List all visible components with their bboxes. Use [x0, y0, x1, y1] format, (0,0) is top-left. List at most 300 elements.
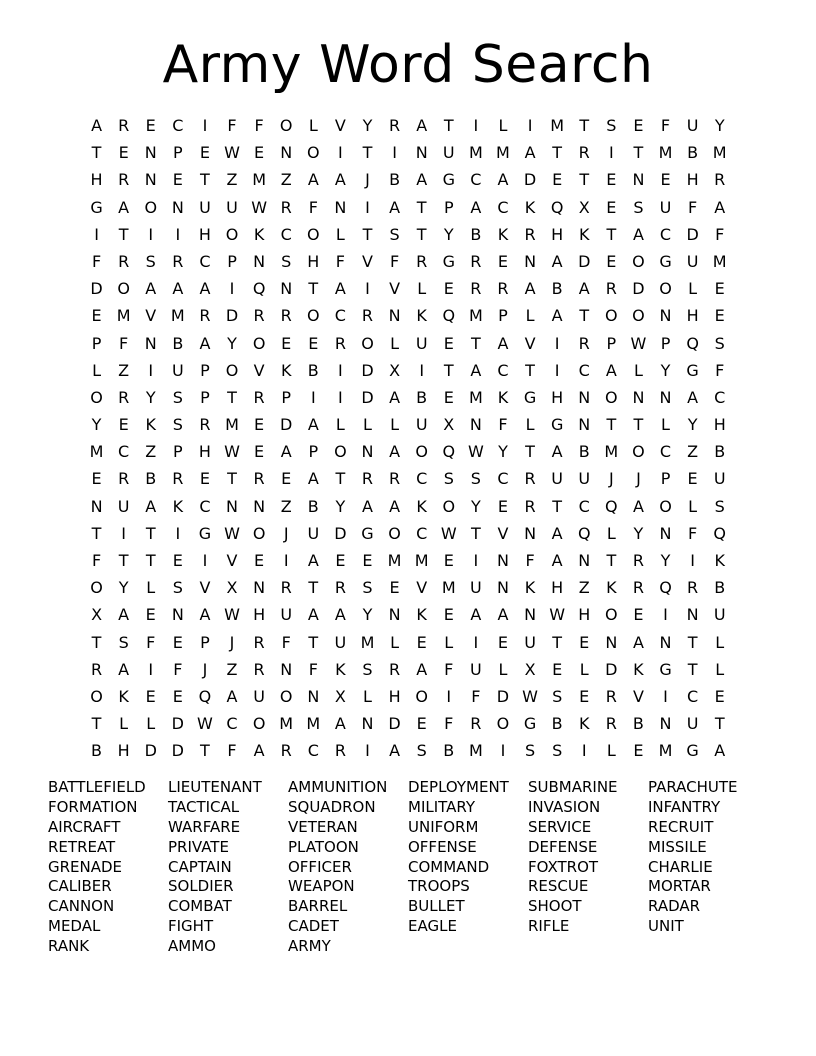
grid-letter: N — [524, 605, 537, 625]
grid-letter: N — [90, 496, 103, 516]
grid-letter: M — [89, 442, 104, 462]
grid-letter: O — [632, 251, 645, 271]
word-list-item: RETREAT — [48, 837, 116, 856]
grid-letter: I — [148, 360, 154, 380]
grid-letter: F — [688, 197, 698, 217]
grid-letter: K — [416, 605, 427, 625]
grid-letter: E — [199, 143, 210, 163]
grid-letter: K — [524, 578, 536, 598]
grid-letter: E — [335, 551, 346, 570]
grid-letter: U — [686, 251, 699, 271]
grid-letter: U — [253, 686, 265, 706]
grid-letter: Z — [280, 170, 292, 190]
grid-letter: Z — [226, 170, 238, 190]
word-list-item: DEPLOYMENT — [408, 778, 509, 796]
grid-letter: H — [551, 387, 564, 407]
grid-letter: L — [390, 632, 400, 652]
grid-letter: W — [549, 605, 566, 625]
grid-letter: A — [416, 116, 428, 135]
grid-letter: R — [334, 741, 346, 761]
grid-letter: E — [91, 469, 102, 489]
grid-letter: A — [551, 442, 563, 462]
grid-letter: A — [605, 360, 617, 380]
grid-letter: N — [280, 279, 293, 299]
grid-letter: I — [148, 224, 154, 244]
grid-letter: L — [579, 659, 589, 679]
grid-letter: L — [146, 714, 156, 734]
grid-letter: R — [605, 279, 617, 299]
grid-letter: R — [90, 659, 103, 679]
grid-letter: V — [632, 686, 644, 706]
grid-letter: E — [443, 333, 454, 353]
grid-letter: D — [225, 306, 239, 326]
grid-letter: C — [416, 523, 428, 543]
grid-letter: M — [712, 251, 727, 271]
grid-letter: N — [632, 170, 645, 190]
grid-letter: A — [199, 279, 211, 299]
grid-letter: R — [199, 415, 211, 435]
grid-letter: L — [525, 415, 535, 435]
grid-letter: Y — [687, 415, 698, 435]
grid-letter: Y — [362, 605, 373, 625]
grid-letter: C — [497, 197, 509, 217]
grid-letter: E — [118, 143, 129, 163]
grid-letter: A — [470, 197, 482, 217]
grid-letter: H — [551, 578, 564, 598]
word-list-item: UNIT — [648, 917, 684, 936]
grid-letter: T — [687, 659, 698, 679]
grid-letter: U — [280, 605, 293, 625]
grid-letter: W — [630, 333, 647, 353]
grid-letter: R — [524, 469, 536, 489]
grid-letter: W — [224, 143, 240, 163]
word-list-item: AMMUNITION — [288, 778, 388, 796]
grid-letter: N — [226, 496, 238, 516]
grid-letter: A — [551, 251, 563, 271]
grid-letter: I — [338, 387, 343, 407]
grid-letter: M — [468, 143, 483, 163]
word-list-item: MEDAL — [48, 917, 101, 936]
grid-letter: T — [552, 143, 563, 163]
grid-letter: V — [226, 551, 238, 570]
grid-letter: E — [254, 415, 265, 435]
grid-letter: N — [253, 251, 266, 271]
grid-letter: N — [388, 605, 401, 625]
grid-letter: C — [578, 360, 590, 380]
grid-letter: F — [525, 551, 535, 570]
grid-letter: P — [173, 442, 183, 462]
grid-letter: M — [496, 143, 510, 163]
grid-letter: A — [334, 170, 346, 190]
letter-grid — [83, 112, 733, 765]
grid-letter: D — [388, 714, 401, 734]
grid-letter: E — [172, 170, 183, 190]
grid-letter: E — [552, 659, 563, 679]
grid-letter: F — [91, 551, 102, 570]
grid-letter: N — [280, 143, 293, 163]
grid-letter: L — [119, 714, 129, 734]
grid-letter: I — [202, 551, 208, 570]
grid-letter: D — [686, 224, 699, 244]
grid-letter: T — [443, 116, 454, 135]
grid-letter: B — [443, 741, 455, 761]
grid-letter: H — [198, 224, 211, 244]
grid-letter: C — [199, 251, 211, 271]
grid-letter: E — [362, 551, 373, 570]
grid-letter: I — [473, 632, 479, 652]
grid-letter: Y — [118, 578, 129, 598]
grid-letter: I — [581, 741, 587, 761]
grid-letter: O — [279, 116, 293, 135]
grid-letter: O — [605, 605, 618, 625]
grid-letter: E — [443, 387, 454, 407]
grid-letter: L — [335, 224, 345, 244]
grid-letter: I — [148, 659, 154, 679]
grid-letter: X — [443, 415, 455, 435]
grid-letter: R — [334, 333, 346, 353]
grid-letter: E — [254, 551, 265, 570]
grid-letter: F — [227, 741, 237, 761]
grid-letter: E — [145, 605, 156, 625]
grid-letter: G — [442, 251, 455, 271]
grid-letter: I — [663, 605, 668, 625]
grid-letter: W — [440, 523, 457, 543]
grid-letter: I — [446, 686, 452, 706]
grid-letter: K — [578, 714, 590, 734]
grid-letter: N — [253, 578, 266, 598]
grid-letter: L — [363, 686, 372, 706]
grid-letter: A — [389, 387, 401, 407]
word-list-item: WARFARE — [168, 817, 241, 836]
grid-letter: J — [608, 469, 614, 489]
grid-letter: T — [145, 551, 156, 570]
grid-letter: I — [365, 197, 370, 217]
word-list-item: FIGHT — [168, 917, 214, 936]
grid-letter: T — [362, 224, 373, 244]
grid-letter: M — [306, 714, 321, 734]
grid-letter: P — [227, 251, 237, 271]
grid-letter: T — [633, 143, 644, 163]
grid-letter: K — [524, 197, 536, 217]
grid-letter: T — [525, 360, 535, 380]
word-list-item: MILITARY — [408, 797, 476, 816]
grid-letter: O — [252, 714, 266, 734]
grid-letter: L — [606, 523, 616, 543]
grid-letter: E — [172, 551, 183, 570]
grid-letter: R — [714, 170, 726, 190]
grid-letter: R — [253, 387, 265, 407]
grid-letter: K — [497, 224, 509, 244]
grid-letter: K — [253, 224, 265, 244]
grid-letter: A — [687, 387, 699, 407]
grid-letter: V — [524, 333, 536, 353]
grid-letter: R — [416, 251, 428, 271]
grid-letter: F — [254, 116, 264, 135]
grid-letter: F — [308, 197, 318, 217]
grid-letter: G — [198, 523, 212, 543]
grid-letter: Q — [442, 442, 456, 462]
word-list-item: DEFENSE — [528, 837, 598, 856]
grid-letter: N — [605, 632, 618, 652]
grid-letter: R — [280, 578, 292, 598]
grid-letter: I — [202, 116, 208, 135]
word-list-item: CAPTAIN — [168, 857, 232, 876]
grid-letter: R — [280, 306, 292, 326]
grid-letter: A — [551, 551, 563, 570]
grid-letter: E — [443, 605, 454, 625]
grid-letter: R — [470, 714, 482, 734]
grid-letter: V — [416, 578, 428, 598]
grid-letter: K — [714, 551, 725, 570]
grid-letter: O — [144, 197, 158, 217]
grid-letter: A — [118, 605, 130, 625]
grid-letter: S — [362, 578, 373, 598]
grid-letter: A — [389, 442, 401, 462]
grid-letter: F — [146, 632, 156, 652]
grid-letter: K — [280, 360, 292, 380]
grid-letter: C — [470, 170, 482, 190]
grid-letter: E — [714, 306, 725, 326]
grid-letter: E — [145, 116, 156, 135]
grid-letter: M — [468, 387, 483, 407]
grid-letter: M — [468, 741, 483, 761]
grid-letter: A — [199, 333, 211, 353]
word-list-item: UNIFORM — [408, 817, 479, 836]
grid-letter: N — [144, 170, 157, 190]
grid-letter: F — [715, 224, 725, 244]
grid-letter: L — [390, 415, 400, 435]
grid-letter: H — [307, 251, 320, 271]
grid-letter: K — [578, 224, 590, 244]
grid-letter: A — [307, 170, 319, 190]
grid-letter: E — [714, 279, 725, 299]
grid-letter: P — [200, 360, 210, 380]
grid-letter: I — [419, 360, 425, 380]
grid-letter: A — [632, 496, 644, 516]
grid-letter: A — [389, 741, 401, 761]
word-list-item: SQUADRON — [288, 797, 376, 816]
grid-letter: A — [632, 224, 644, 244]
grid-letter: C — [280, 224, 292, 244]
grid-letter: P — [443, 197, 454, 217]
grid-letter: A — [416, 170, 428, 190]
grid-letter: R — [361, 469, 374, 489]
grid-letter: A — [714, 741, 726, 761]
grid-letter: A — [280, 442, 292, 462]
grid-letter: S — [552, 741, 563, 761]
grid-letter: N — [524, 523, 537, 543]
grid-letter: X — [334, 686, 346, 706]
word-list-item: PLATOON — [288, 837, 359, 856]
grid-letter: U — [334, 632, 347, 652]
grid-letter: A — [714, 197, 726, 217]
grid-letter: I — [121, 523, 126, 543]
grid-letter: M — [658, 143, 673, 163]
grid-letter: M — [550, 116, 565, 135]
grid-letter: V — [253, 360, 265, 380]
grid-letter: I — [554, 333, 560, 353]
grid-letter: A — [470, 360, 482, 380]
grid-letter: N — [388, 306, 401, 326]
grid-letter: F — [444, 714, 454, 734]
grid-letter: Y — [470, 496, 481, 516]
grid-letter: C — [172, 116, 184, 135]
grid-letter: T — [227, 387, 237, 407]
grid-letter: S — [552, 686, 563, 706]
grid-letter: R — [389, 116, 401, 135]
grid-letter: L — [661, 415, 670, 435]
grid-letter: R — [118, 170, 130, 190]
grid-letter: U — [199, 197, 211, 217]
grid-letter: F — [91, 251, 102, 271]
grid-letter: T — [227, 469, 237, 489]
grid-letter: E — [281, 469, 292, 489]
grid-letter: R — [578, 143, 590, 163]
grid-letter: Q — [252, 279, 266, 299]
grid-letter: D — [334, 523, 347, 543]
grid-letter: S — [416, 741, 427, 761]
grid-letter: E — [145, 686, 156, 706]
grid-letter: O — [632, 306, 645, 326]
grid-letter: N — [496, 551, 509, 570]
word-list-item: SERVICE — [528, 817, 592, 836]
grid-letter: F — [444, 659, 454, 679]
grid-letter: D — [361, 360, 374, 380]
grid-letter: A — [145, 279, 157, 299]
grid-letter: P — [660, 333, 671, 353]
grid-letter: A — [389, 197, 401, 217]
grid-letter: R — [578, 333, 590, 353]
grid-letter: N — [578, 387, 591, 407]
grid-letter: K — [172, 496, 184, 516]
grid-letter: O — [252, 523, 266, 543]
grid-letter: A — [145, 496, 157, 516]
grid-letter: N — [659, 714, 672, 734]
grid-letter: K — [416, 306, 427, 326]
grid-letter: D — [90, 279, 103, 299]
word-list-item: BATTLEFIELD — [48, 778, 146, 796]
grid-letter: R — [199, 306, 211, 326]
grid-letter: B — [145, 469, 157, 489]
grid-letter: T — [525, 442, 535, 462]
grid-letter: U — [578, 469, 591, 489]
grid-letter: O — [632, 442, 645, 462]
grid-letter: M — [658, 741, 673, 761]
grid-letter: F — [227, 116, 237, 135]
grid-letter: Q — [442, 306, 456, 326]
grid-letter: E — [633, 605, 644, 625]
grid-letter: L — [688, 496, 698, 516]
grid-letter: G — [523, 387, 537, 407]
grid-letter: T — [200, 170, 210, 190]
grid-letter: G — [686, 360, 699, 380]
grid-letter: T — [606, 415, 617, 435]
word-list-item: VETERAN — [288, 817, 358, 836]
word-list-item: AMMO — [168, 937, 216, 956]
grid-letter: Q — [686, 333, 699, 353]
grid-letter: U — [659, 197, 672, 217]
word-list-item: ARMY — [288, 937, 331, 956]
grid-letter: A — [307, 551, 319, 570]
word-list-item: BULLET — [408, 897, 465, 916]
grid-letter: L — [498, 116, 508, 135]
grid-letter: H — [253, 605, 266, 625]
grid-letter: K — [335, 659, 346, 679]
grid-letter: L — [308, 116, 318, 135]
grid-letter: U — [524, 632, 536, 652]
grid-letter: R — [632, 551, 644, 570]
grid-letter: O — [496, 714, 510, 734]
grid-letter: I — [608, 143, 614, 163]
word-list-item: LIEUTENANT — [168, 778, 262, 796]
grid-letter: E — [687, 469, 698, 489]
word-list-item: CALIBER — [48, 877, 112, 896]
grid-letter: B — [91, 741, 103, 761]
grid-letter: E — [633, 116, 644, 135]
grid-letter: S — [606, 116, 617, 135]
grid-letter: T — [416, 224, 427, 244]
grid-letter: U — [307, 523, 320, 543]
grid-letter: O — [334, 442, 347, 462]
grid-letter: A — [524, 143, 536, 163]
grid-letter: P — [498, 306, 508, 326]
grid-letter: A — [307, 415, 319, 435]
grid-letter: Y — [227, 333, 237, 353]
grid-letter: V — [145, 306, 157, 326]
grid-letter: L — [335, 415, 345, 435]
grid-letter: A — [334, 605, 346, 625]
grid-letter: J — [636, 469, 641, 489]
grid-letter: M — [360, 632, 375, 652]
grid-letter: U — [226, 197, 238, 217]
grid-letter: S — [145, 251, 156, 271]
grid-letter: P — [660, 469, 671, 489]
grid-letter: R — [172, 251, 184, 271]
grid-letter: T — [714, 714, 725, 734]
word-list-item: SUBMARINE — [528, 778, 618, 796]
grid-letter: L — [498, 659, 508, 679]
grid-letter: W — [224, 523, 240, 543]
grid-letter: A — [334, 279, 346, 299]
grid-letter: T — [91, 714, 102, 734]
grid-letter: R — [470, 251, 482, 271]
grid-letter: Z — [687, 442, 699, 462]
word-list-item: EAGLE — [408, 917, 457, 936]
grid-letter: I — [338, 143, 343, 163]
grid-letter: C — [659, 224, 672, 244]
grid-letter: X — [578, 197, 590, 217]
grid-letter: M — [387, 551, 402, 570]
grid-letter: S — [714, 496, 725, 516]
grid-letter: C — [334, 306, 346, 326]
grid-letter: Q — [659, 578, 672, 598]
grid-letter: A — [307, 605, 319, 625]
grid-letter: A — [416, 659, 428, 679]
grid-letter: N — [578, 551, 591, 570]
grid-letter: V — [334, 116, 346, 135]
grid-letter: R — [280, 741, 292, 761]
grid-letter: U — [470, 578, 482, 598]
grid-letter: M — [170, 306, 185, 326]
grid-letter: T — [470, 333, 481, 353]
grid-letter: S — [714, 333, 725, 353]
grid-letter: S — [118, 632, 129, 652]
grid-letter: I — [365, 279, 370, 299]
grid-letter: T — [606, 224, 617, 244]
grid-letter: O — [415, 442, 428, 462]
grid-letter: A — [497, 605, 509, 625]
grid-letter: O — [90, 686, 103, 706]
